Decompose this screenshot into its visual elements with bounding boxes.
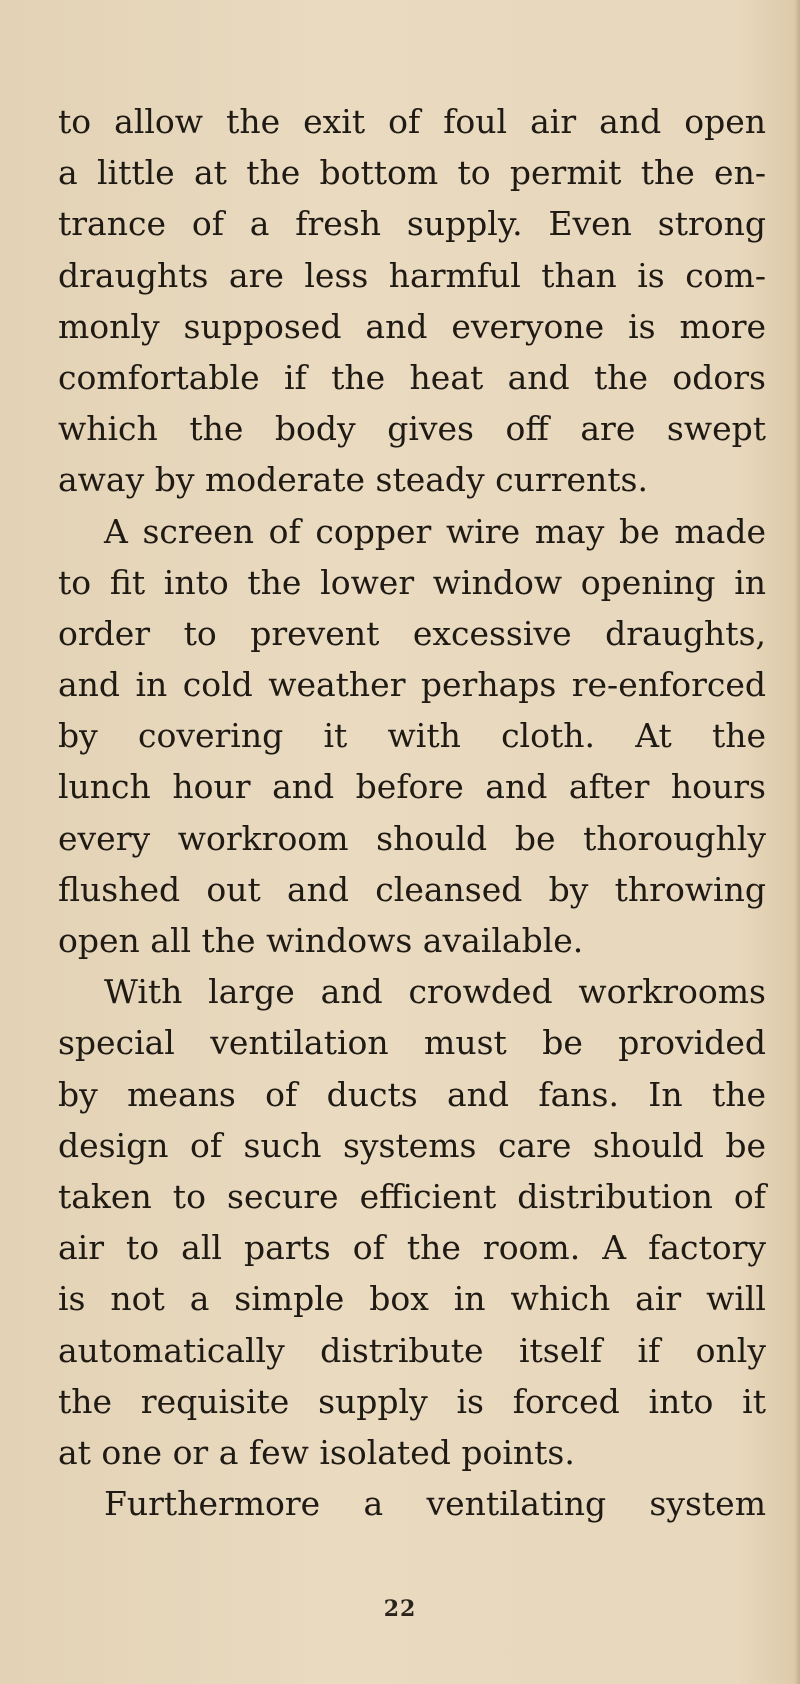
paragraph-last-line: at one or a few isolated points. — [58, 1432, 575, 1472]
text-line: monly supposed and everyone is more — [58, 306, 766, 346]
text-line: taken to secure efficient distribution of — [58, 1176, 766, 1216]
text-line: by covering it with cloth. At the — [58, 716, 766, 756]
paragraph-last-line: open all the windows available. — [58, 921, 584, 960]
text-line: by means of ducts and fans. In the — [58, 1074, 766, 1114]
text-line: trance of a fresh supply. Even strong — [58, 204, 766, 244]
text-line: and in cold weather perhaps re-enforced — [58, 665, 766, 705]
text-line: the requisite supply is forced into it — [58, 1381, 766, 1421]
text-line: air to all parts of the room. A factory — [58, 1228, 766, 1268]
text-line: to fit into the lower window opening in — [58, 562, 766, 602]
text-line: draughts are less harmful than is com- — [58, 255, 766, 295]
text-line: which the body gives off are swept — [58, 409, 766, 449]
text-line: every workroom should be thoroughly — [58, 818, 766, 858]
text-line: automatically distribute itself if only — [58, 1330, 766, 1370]
paragraph-first-line: With large and crowded workrooms — [104, 972, 766, 1012]
text-line: to allow the exit of foul air and open — [58, 102, 766, 141]
text-line: flushed out and cleansed by throwing — [58, 869, 766, 909]
body-text — [58, 96, 766, 1529]
text-line: is not a simple box in which air will — [58, 1279, 766, 1319]
paragraph-last-line: away by moderate steady currents. — [58, 460, 648, 500]
page-edge-shadow — [794, 0, 800, 1684]
text-line: order to prevent excessive draughts, — [58, 613, 766, 653]
text-line: a little at the bottom to permit the en- — [58, 153, 766, 193]
text-line: lunch hour and before and after hours — [58, 767, 766, 807]
paragraph-first-line: A screen of copper wire may be made — [104, 511, 766, 551]
paragraph-first-line: Furthermore a ventilating system — [104, 1484, 766, 1524]
page-number: 22 — [383, 1596, 417, 1622]
text-line: special ventilation must be provided — [58, 1023, 766, 1063]
text-line: comfortable if the heat and the odors — [58, 357, 766, 397]
text-line: design of such systems care should be — [58, 1125, 766, 1165]
